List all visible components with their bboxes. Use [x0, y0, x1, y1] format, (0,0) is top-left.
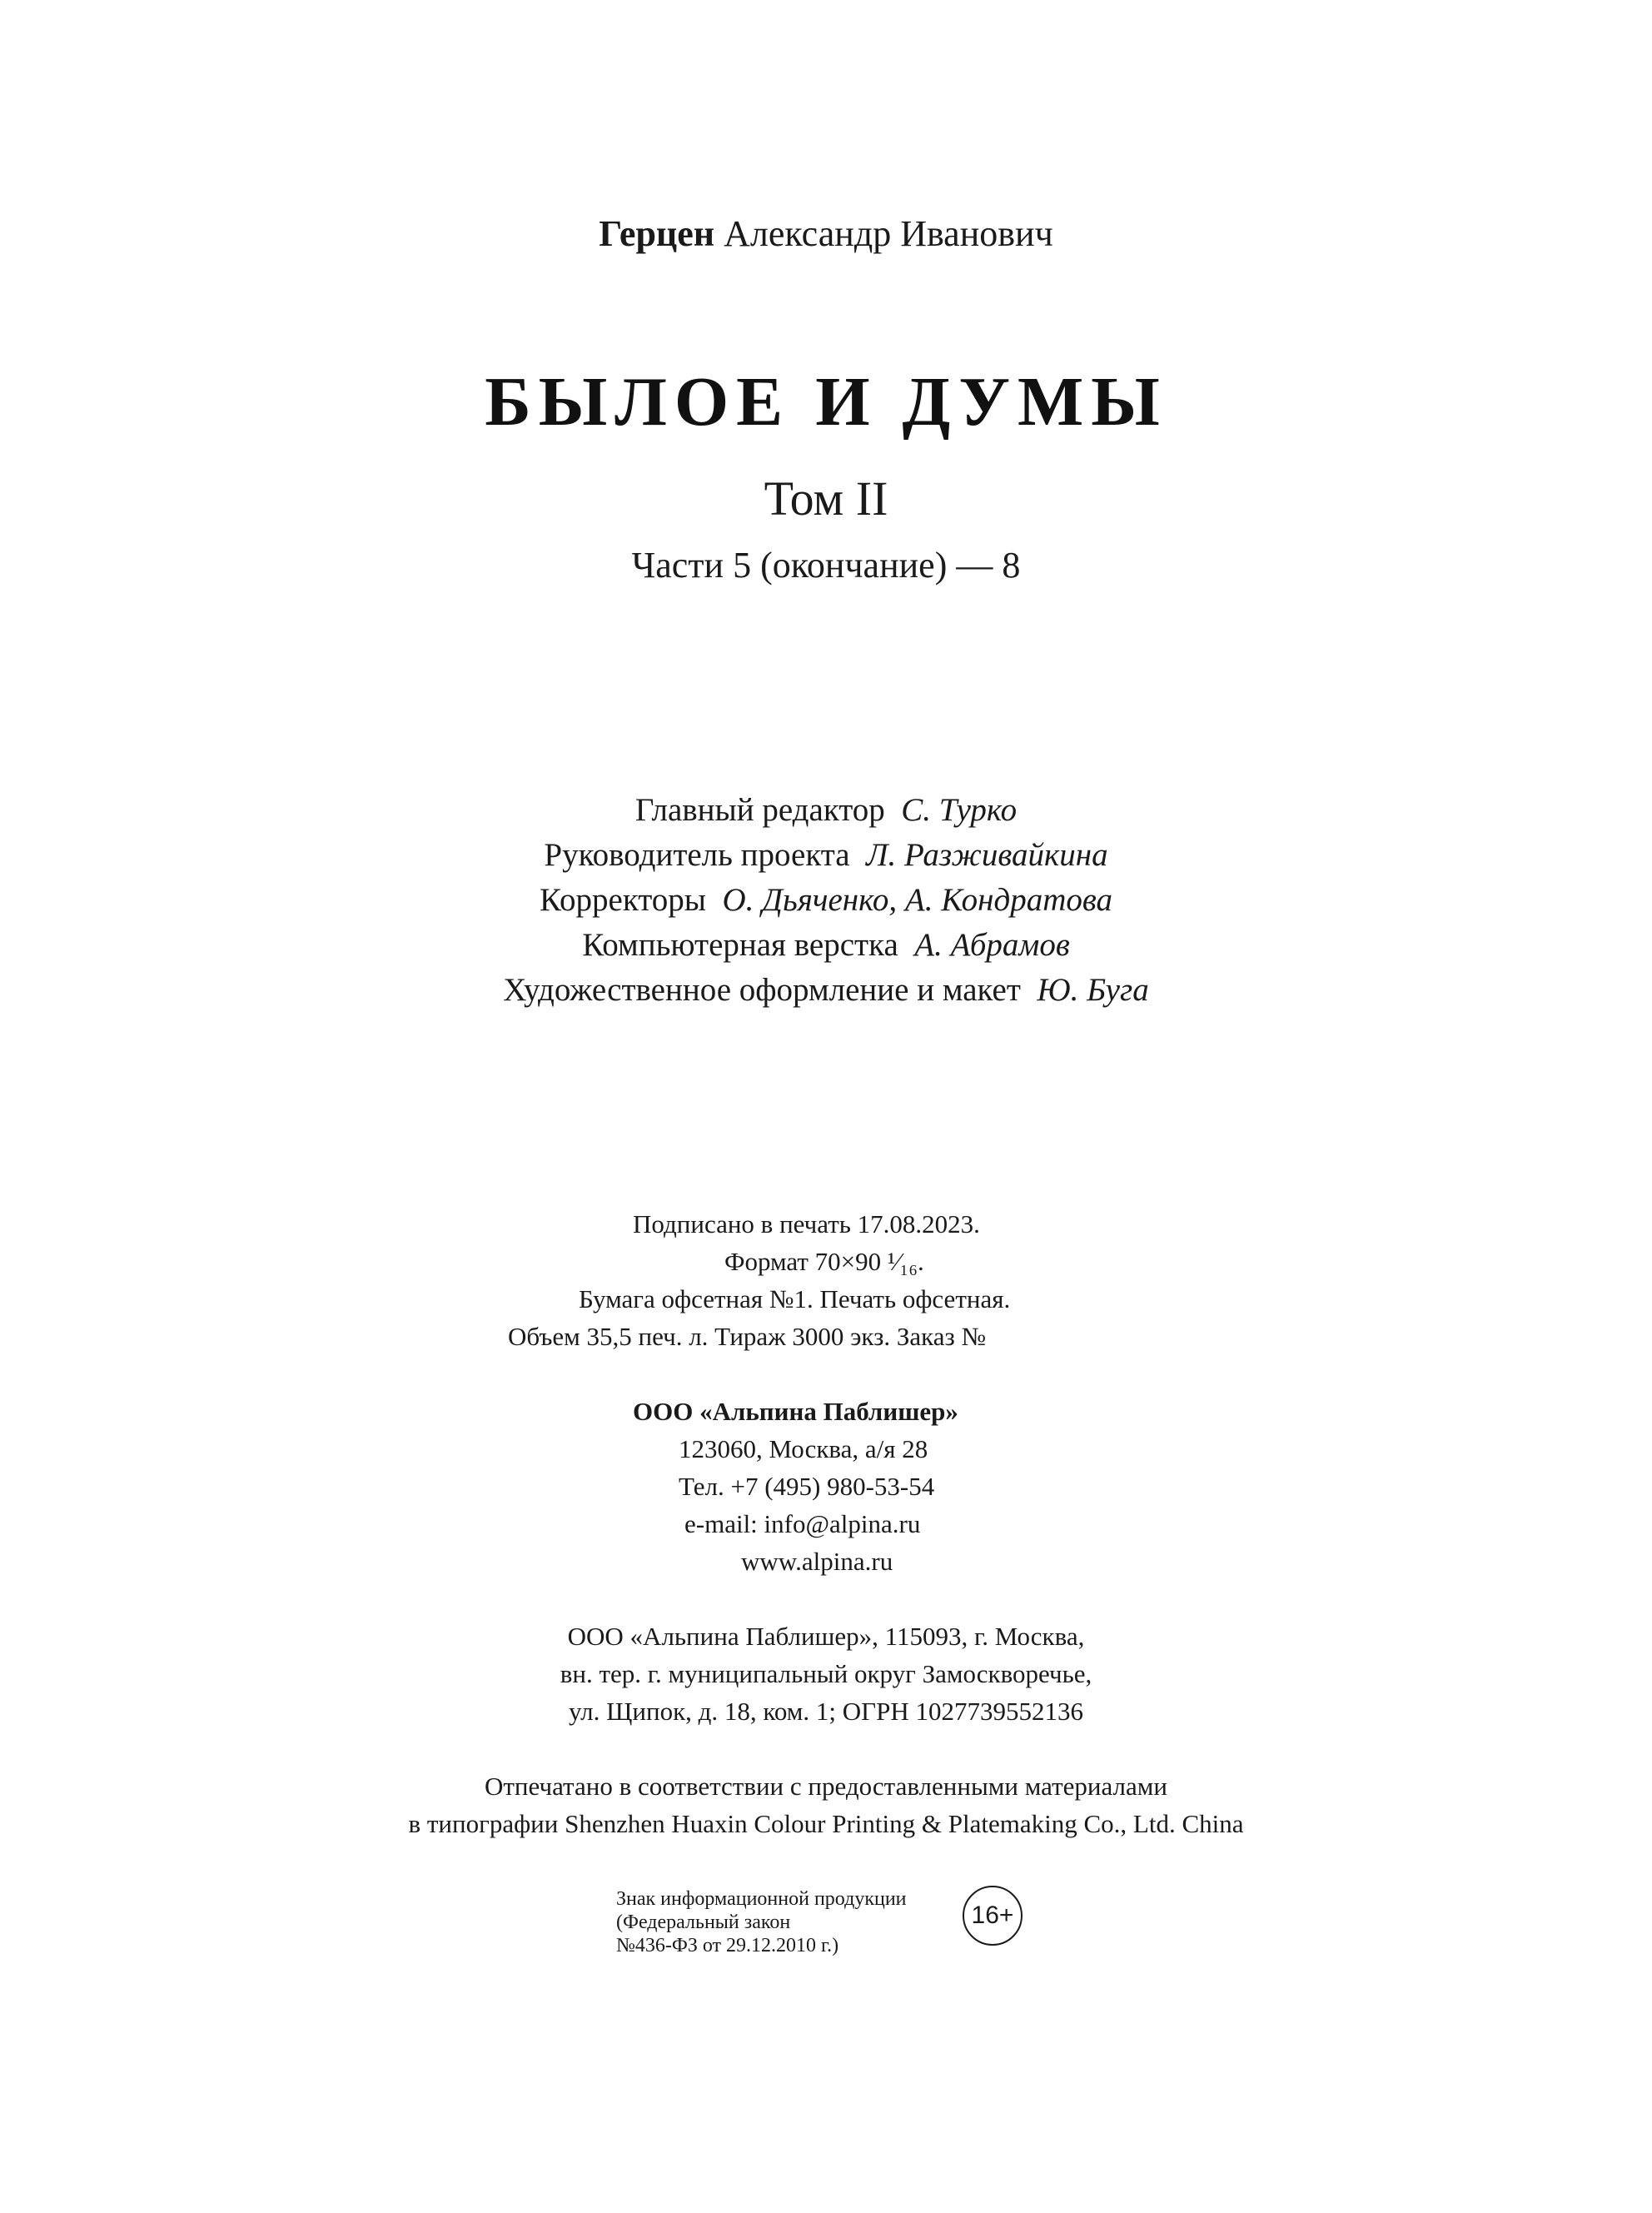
- author-given-names: Александр Иванович: [724, 213, 1053, 254]
- legal-address-line: ул. Щипок, д. 18, ком. 1; ОГРН 1027739552136: [569, 1697, 1083, 1726]
- age-sign-text: №436-ФЗ от 29.12.2010 г.): [616, 1935, 839, 1956]
- volume-label: Том II: [764, 471, 888, 526]
- publisher-phone: Тел. +7 (495) 980-53-54: [679, 1472, 935, 1501]
- credit-line: [0, 969, 1652, 1011]
- credit-line: [0, 790, 1652, 831]
- credit-line: [0, 880, 1652, 921]
- credit-line: [0, 925, 1652, 966]
- book-title: БЫЛОЕ И ДУМЫ: [485, 363, 1167, 441]
- imprint-paper: Бумага офсетная №1. Печать офсетная.: [579, 1284, 1011, 1313]
- author-surname: Герцен: [599, 213, 715, 254]
- age-sign-text: Знак информационной продукции: [616, 1888, 907, 1910]
- printing-line: Отпечатано в соответствии с предоставленными материалами: [485, 1772, 1167, 1801]
- age-sign-text: (Федеральный закон: [616, 1911, 791, 1933]
- credit-role: Руководитель проекта: [544, 837, 850, 873]
- parts-label: Части 5 (окончание) — 8: [631, 545, 1021, 586]
- publisher-name: ООО «Альпина Паблишер»: [633, 1397, 958, 1426]
- credit-name: О. Дьяченко, А. Кондратова: [722, 882, 1113, 918]
- credit-name: А. Абрамов: [914, 927, 1070, 963]
- credit-name: Л. Разживайкина: [866, 837, 1108, 873]
- imprint-volume: Объем 35,5 печ. л. Тираж 3000 экз. Заказ №: [508, 1322, 987, 1351]
- legal-address-line: вн. тер. г. муниципальный округ Замоскворечье,: [560, 1659, 1092, 1688]
- credit-role: Главный редактор: [634, 792, 885, 828]
- credit-line: [0, 835, 1652, 876]
- credit-role: Художественное оформление и макет: [503, 972, 1021, 1008]
- credit-role: Корректоры: [539, 882, 707, 918]
- publisher-website: www.alpina.ru: [741, 1547, 893, 1576]
- publisher-address: 123060, Москва, а/я 28: [679, 1434, 928, 1463]
- imprint-format: Формат 70×90 ¹⁄₁₆.: [724, 1247, 924, 1276]
- credit-name: С. Турко: [901, 792, 1018, 828]
- printing-line: в типографии Shenzhen Huaxin Colour Printing & Platemaking Co., Ltd. China: [408, 1809, 1244, 1838]
- legal-address-line: ООО «Альпина Паблишер», 115093, г. Москва,: [567, 1622, 1085, 1651]
- publisher-email: e-mail: info@alpina.ru: [684, 1509, 921, 1538]
- author-line: [0, 212, 1652, 256]
- age-rating-badge: 16+: [963, 1886, 1023, 1946]
- credit-name: Ю. Буга: [1037, 972, 1149, 1008]
- imprint-signed: Подписано в печать 17.08.2023.: [633, 1209, 980, 1239]
- credit-role: Компьютерная верстка: [582, 927, 898, 963]
